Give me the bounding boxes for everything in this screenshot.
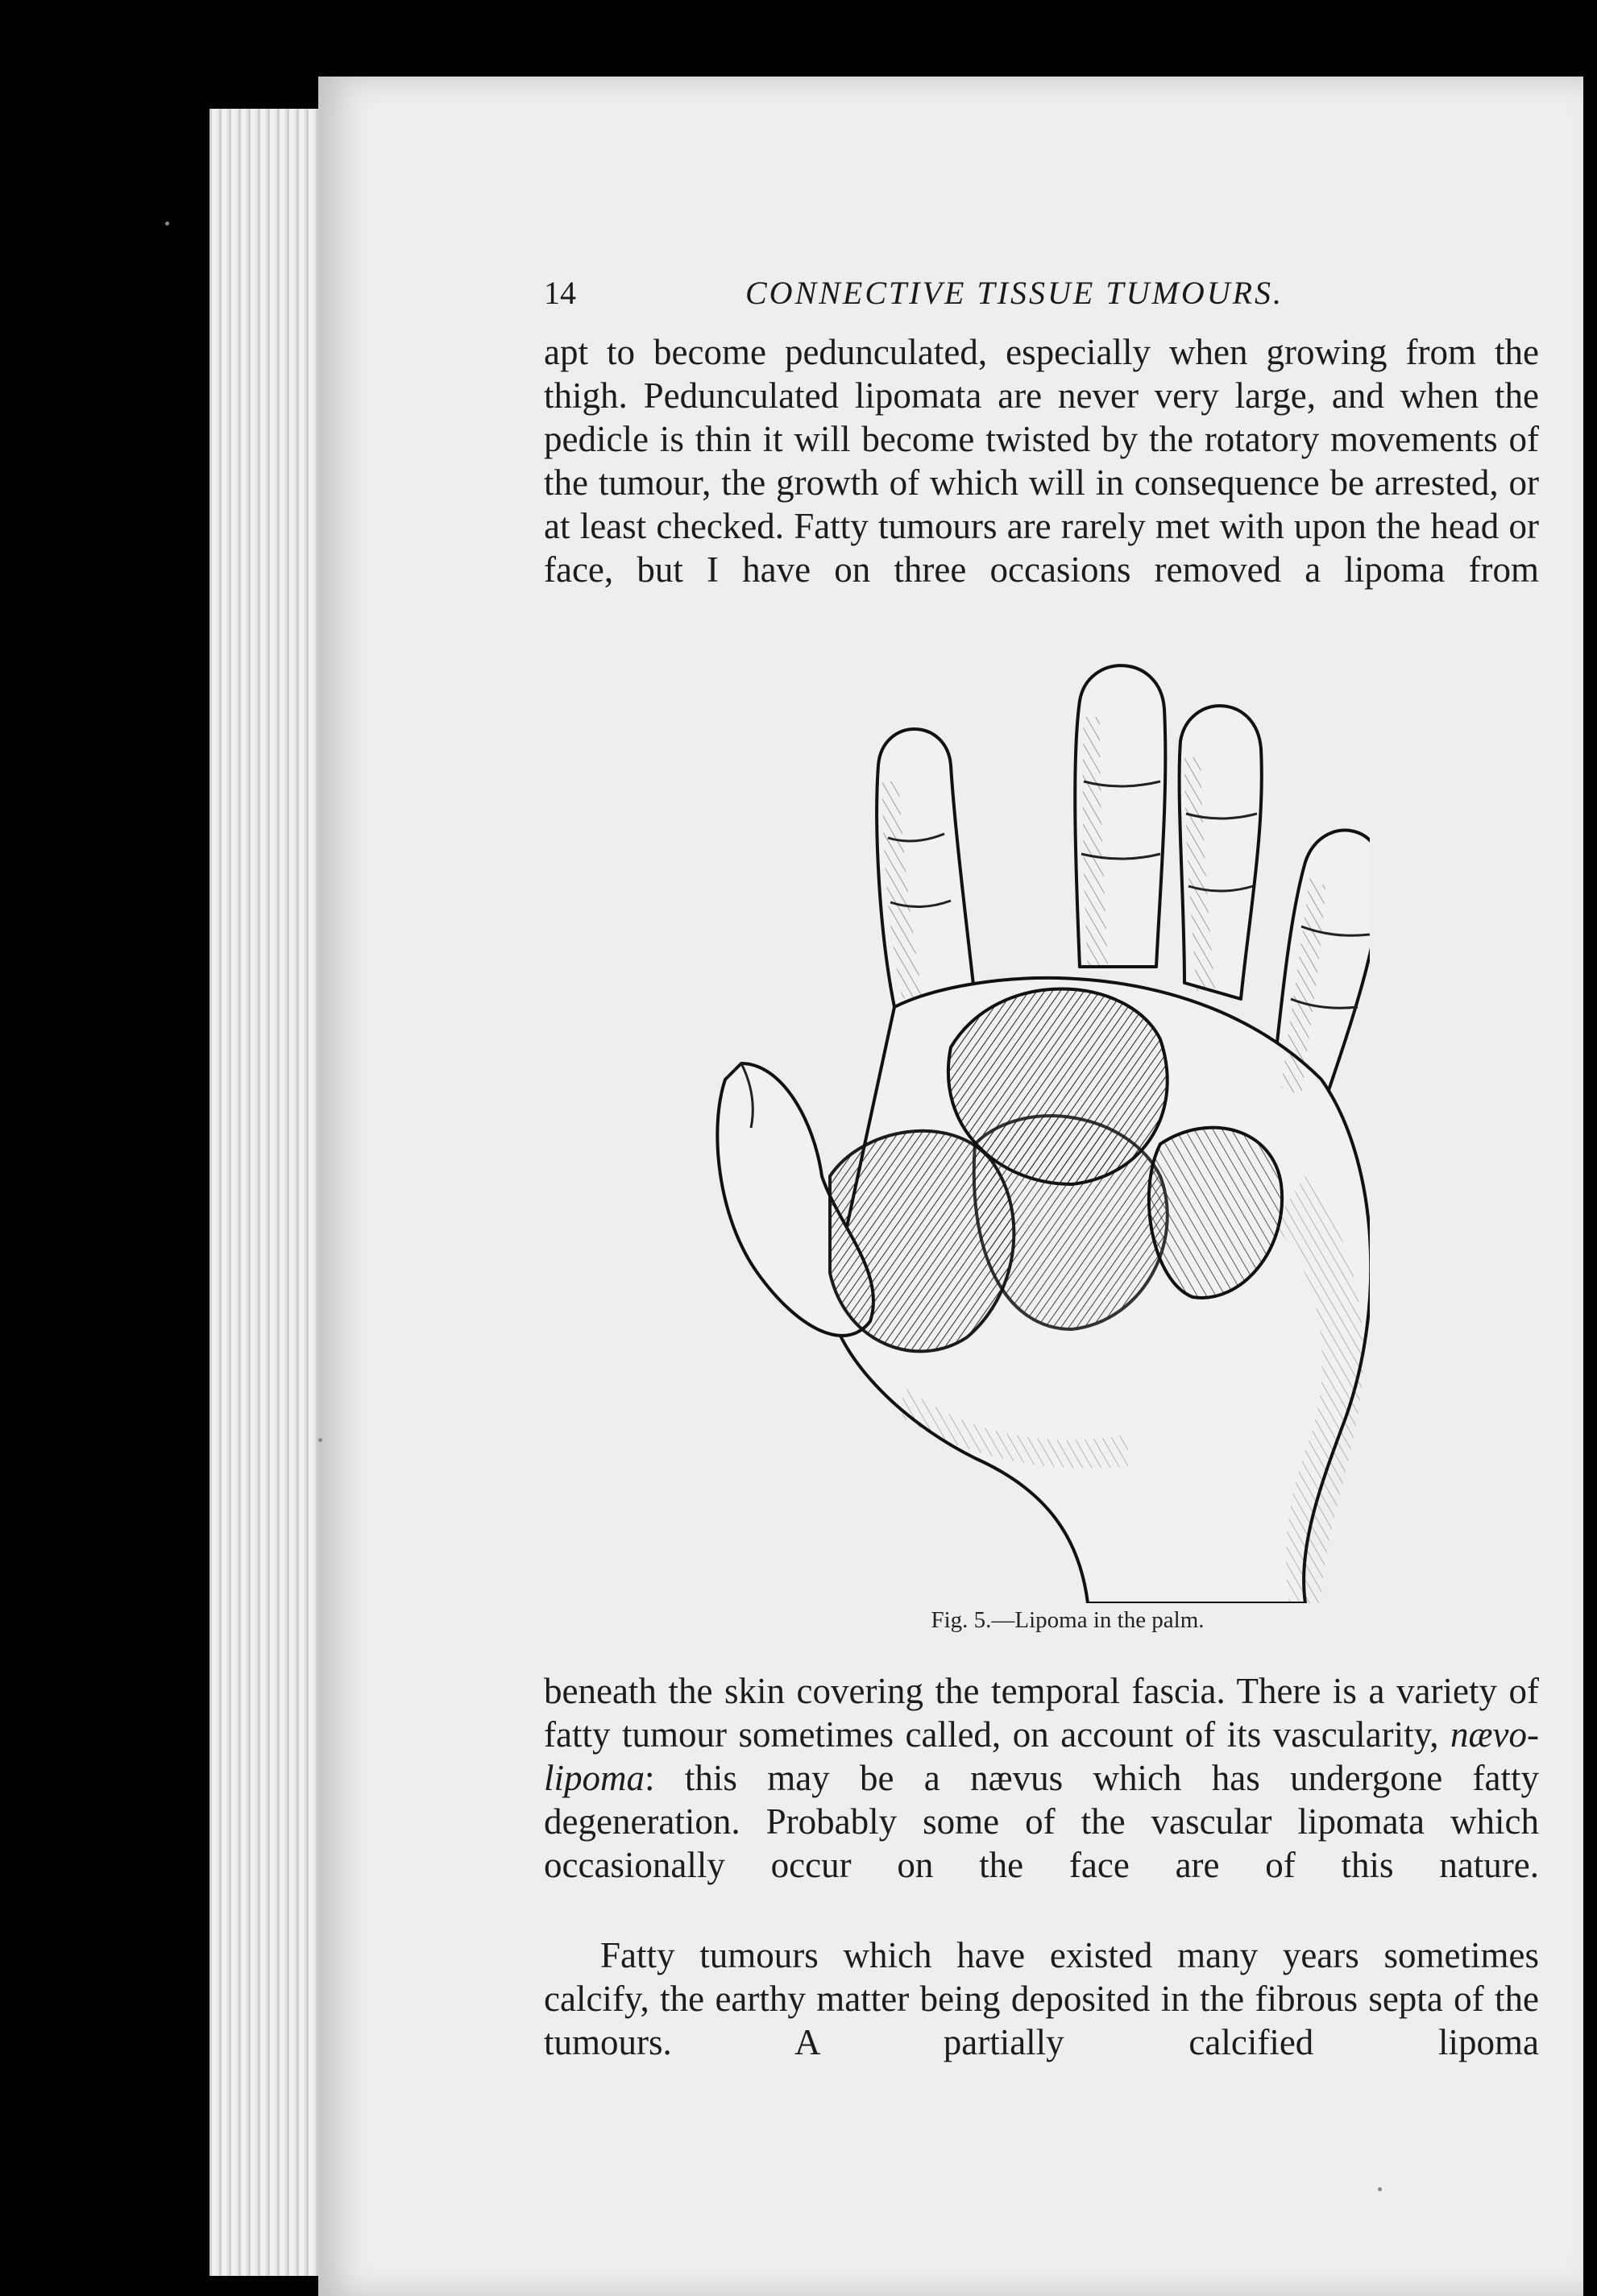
page-number: 14 [544,275,576,311]
speck [1378,2187,1382,2191]
speck [165,222,169,226]
figure-illustration [709,661,1370,1603]
hand-lipoma-drawing [709,661,1370,1603]
term-naevo-lipoma: nævo-lipoma [544,1714,1539,1798]
running-head: CONNECTIVE TISSUE TUMOURS. [745,275,1284,311]
speck [318,1438,322,1442]
figure-caption: Fig. 5.—Lipoma in the palm. [931,1607,1205,1633]
paragraph-2-text-a: beneath the skin covering the temporal fascia. There is a variety of fatty tumour sometimes called, on account of its vascularity, [544,1671,1539,1755]
page-header [544,274,1535,322]
paragraph-2-text-b: : this may be a nævus which has undergone fatty degeneration. Probably some of the vascular lipomata which occasionally occur on the face are of this nature. [544,1758,1539,1885]
paragraph-2 [544,1669,1539,1887]
paragraph-3: Fatty tumours which have existed many years sometimes calcify, the earthy matter being deposited in the fibrous septa of the tumours. A partially calcified lipoma [544,1935,1539,2062]
paragraph-1: apt to become pedunculated, especially when growing from the thigh. Pedunculated lipomata are never very large, and when the pedicle is thin it will become twisted by the rotatory movements of the tumour, the growth of which will in consequence be arrested, or at least checked. Fatty tumours are rarely met with upon the head or face, but I have on three occasions removed a lipoma from [544,332,1539,590]
